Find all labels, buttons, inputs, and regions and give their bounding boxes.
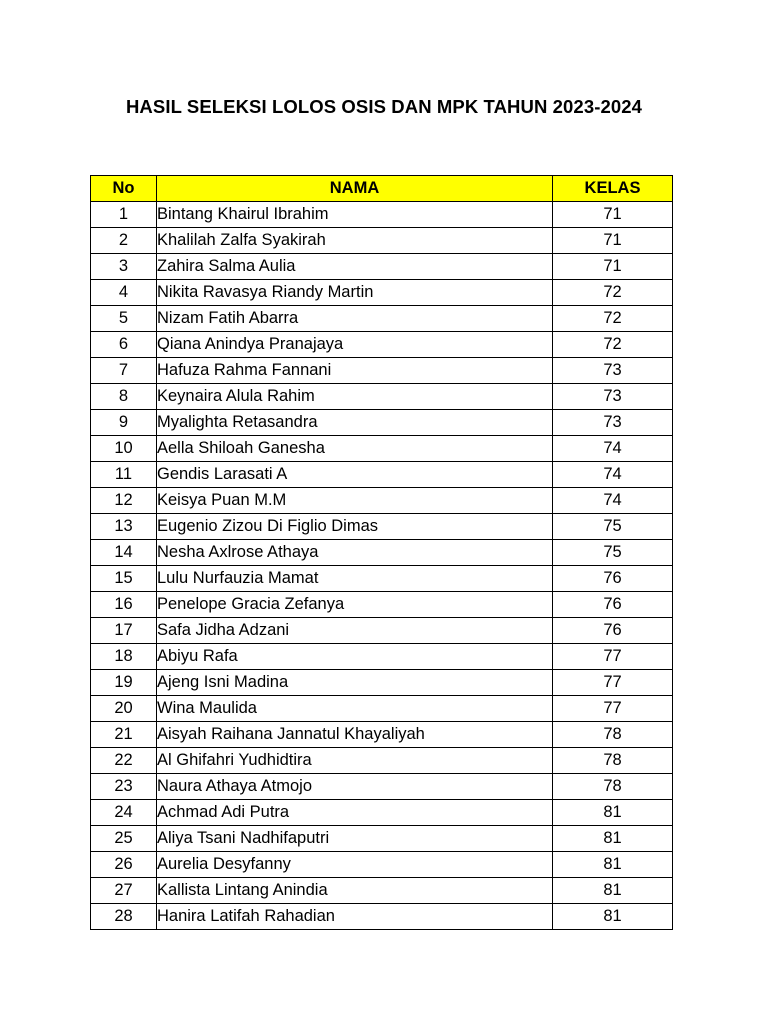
- header-nama: NAMA: [157, 176, 553, 202]
- table-row: [91, 722, 673, 748]
- row-number: 19: [91, 670, 157, 696]
- table-row: [91, 306, 673, 332]
- student-name: Hafuza Rahma Fannani: [157, 358, 553, 384]
- class-number: 81: [553, 904, 673, 930]
- document-title: HASIL SELEKSI LOLOS OSIS DAN MPK TAHUN 2023-2024: [125, 96, 643, 117]
- class-number: 73: [553, 384, 673, 410]
- class-number: 81: [553, 800, 673, 826]
- table-row: [91, 280, 673, 306]
- student-name: Aliya Tsani Nadhifaputri: [157, 826, 553, 852]
- row-number: 10: [91, 436, 157, 462]
- student-name: Bintang Khairul Ibrahim: [157, 202, 553, 228]
- class-number: 76: [553, 566, 673, 592]
- row-number: 16: [91, 592, 157, 618]
- table-row: [91, 670, 673, 696]
- row-number: 6: [91, 332, 157, 358]
- class-number: 81: [553, 826, 673, 852]
- table-row: [91, 436, 673, 462]
- row-number: 23: [91, 774, 157, 800]
- table-row: [91, 774, 673, 800]
- student-name: Myalighta Retasandra: [157, 410, 553, 436]
- class-number: 76: [553, 618, 673, 644]
- table-row: [91, 878, 673, 904]
- student-name: Abiyu Rafa: [157, 644, 553, 670]
- table-header-row: [91, 176, 673, 202]
- table-row: [91, 644, 673, 670]
- table-row: [91, 592, 673, 618]
- student-name: Lulu Nurfauzia Mamat: [157, 566, 553, 592]
- student-name: Aurelia Desyfanny: [157, 852, 553, 878]
- student-name: Zahira Salma Aulia: [157, 254, 553, 280]
- table-row: [91, 904, 673, 930]
- table-row: [91, 228, 673, 254]
- table-row: [91, 566, 673, 592]
- row-number: 26: [91, 852, 157, 878]
- table-row: [91, 696, 673, 722]
- class-number: 71: [553, 228, 673, 254]
- class-number: 71: [553, 254, 673, 280]
- row-number: 24: [91, 800, 157, 826]
- table-row: [91, 254, 673, 280]
- class-number: 74: [553, 488, 673, 514]
- row-number: 21: [91, 722, 157, 748]
- row-number: 27: [91, 878, 157, 904]
- student-name: Aella Shiloah Ganesha: [157, 436, 553, 462]
- class-number: 77: [553, 670, 673, 696]
- class-number: 73: [553, 358, 673, 384]
- table-row: [91, 488, 673, 514]
- student-name: Safa Jidha Adzani: [157, 618, 553, 644]
- row-number: 12: [91, 488, 157, 514]
- class-number: 72: [553, 332, 673, 358]
- student-name: Naura Athaya Atmojo: [157, 774, 553, 800]
- student-name: Gendis Larasati A: [157, 462, 553, 488]
- class-number: 75: [553, 540, 673, 566]
- row-number: 2: [91, 228, 157, 254]
- row-number: 5: [91, 306, 157, 332]
- student-name: Nikita Ravasya Riandy Martin: [157, 280, 553, 306]
- student-name: Ajeng Isni Madina: [157, 670, 553, 696]
- table-row: [91, 540, 673, 566]
- row-number: 15: [91, 566, 157, 592]
- table-row: [91, 826, 673, 852]
- student-name: Al Ghifahri Yudhidtira: [157, 748, 553, 774]
- row-number: 20: [91, 696, 157, 722]
- table-row: [91, 410, 673, 436]
- class-number: 76: [553, 592, 673, 618]
- class-number: 71: [553, 202, 673, 228]
- class-number: 75: [553, 514, 673, 540]
- student-name: Khalilah Zalfa Syakirah: [157, 228, 553, 254]
- table-row: [91, 384, 673, 410]
- student-name: Keisya Puan M.M: [157, 488, 553, 514]
- header-no: No: [91, 176, 157, 202]
- selection-results-table: [90, 175, 673, 930]
- row-number: 4: [91, 280, 157, 306]
- student-name: Aisyah Raihana Jannatul Khayaliyah: [157, 722, 553, 748]
- class-number: 74: [553, 462, 673, 488]
- class-number: 78: [553, 774, 673, 800]
- row-number: 1: [91, 202, 157, 228]
- row-number: 17: [91, 618, 157, 644]
- class-number: 73: [553, 410, 673, 436]
- header-kelas: KELAS: [553, 176, 673, 202]
- student-name: Keynaira Alula Rahim: [157, 384, 553, 410]
- class-number: 78: [553, 748, 673, 774]
- student-name: Nizam Fatih Abarra: [157, 306, 553, 332]
- table-row: [91, 514, 673, 540]
- student-name: Hanira Latifah Rahadian: [157, 904, 553, 930]
- row-number: 9: [91, 410, 157, 436]
- row-number: 22: [91, 748, 157, 774]
- row-number: 7: [91, 358, 157, 384]
- class-number: 81: [553, 878, 673, 904]
- student-name: Kallista Lintang Anindia: [157, 878, 553, 904]
- class-number: 72: [553, 280, 673, 306]
- row-number: 3: [91, 254, 157, 280]
- student-name: Eugenio Zizou Di Figlio Dimas: [157, 514, 553, 540]
- student-name: Penelope Gracia Zefanya: [157, 592, 553, 618]
- table-row: [91, 462, 673, 488]
- row-number: 25: [91, 826, 157, 852]
- class-number: 78: [553, 722, 673, 748]
- student-name: Wina Maulida: [157, 696, 553, 722]
- row-number: 11: [91, 462, 157, 488]
- table-row: [91, 332, 673, 358]
- row-number: 18: [91, 644, 157, 670]
- row-number: 28: [91, 904, 157, 930]
- table-row: [91, 618, 673, 644]
- class-number: 77: [553, 696, 673, 722]
- table-row: [91, 748, 673, 774]
- class-number: 72: [553, 306, 673, 332]
- row-number: 13: [91, 514, 157, 540]
- table-row: [91, 358, 673, 384]
- student-name: Achmad Adi Putra: [157, 800, 553, 826]
- class-number: 77: [553, 644, 673, 670]
- table-row: [91, 202, 673, 228]
- row-number: 14: [91, 540, 157, 566]
- class-number: 81: [553, 852, 673, 878]
- table-row: [91, 852, 673, 878]
- student-name: Qiana Anindya Pranajaya: [157, 332, 553, 358]
- student-name: Nesha Axlrose Athaya: [157, 540, 553, 566]
- class-number: 74: [553, 436, 673, 462]
- row-number: 8: [91, 384, 157, 410]
- table-row: [91, 800, 673, 826]
- table-body: [91, 202, 673, 930]
